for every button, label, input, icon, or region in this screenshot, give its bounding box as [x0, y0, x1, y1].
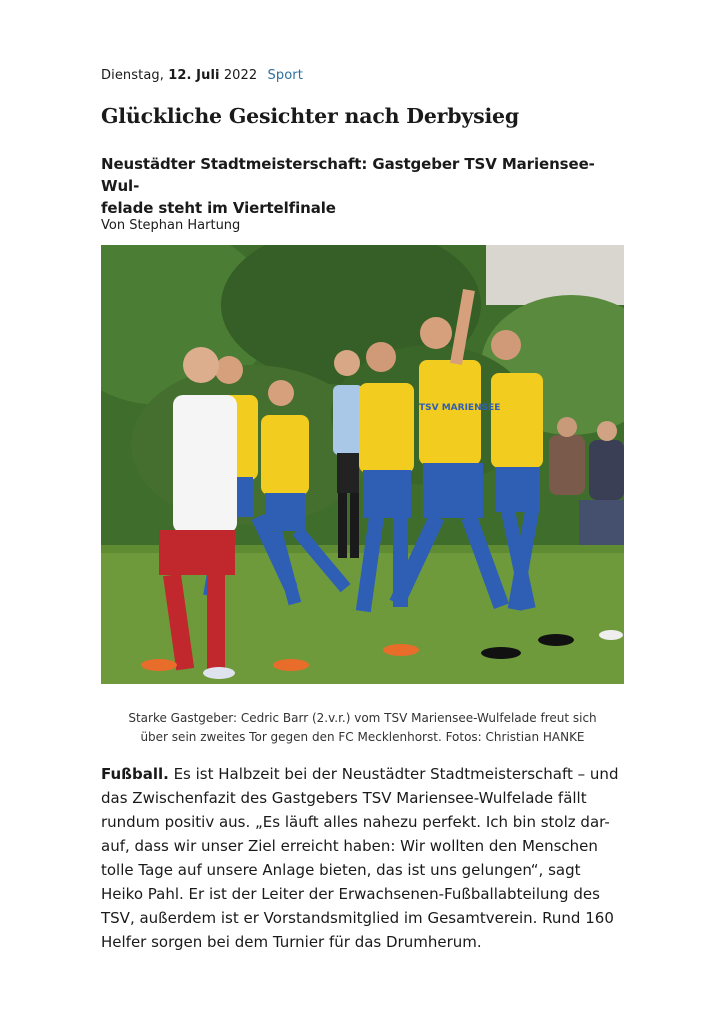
date: 12. Juli [168, 68, 220, 83]
body-line-6: Heiko Pahl. Er ist der Leiter der Erwachsenen-Fußballabteilung des [101, 885, 600, 903]
subheadline-line-1: Neustädter Stadtmeisterschaft: Gastgeber TSV Mariensee-Wul- [101, 155, 595, 195]
body-line-1-text: Es ist Halbzeit bei der Neustädter Stadtmeisterschaft – und [168, 765, 619, 783]
body-line-2: das Zwischenfazit des Gastgebers TSV Mariensee-Wulfelade fällt [101, 789, 587, 807]
weekday: Dienstag, [101, 68, 164, 83]
year: 2022 [223, 68, 258, 83]
jersey-text: TSV MARIENSEE [419, 403, 501, 413]
section-link[interactable]: Sport [267, 68, 303, 83]
body-line-8: Helfer sorgen bei dem Turnier für das Drumherum. [101, 933, 482, 951]
body-line-5: tolle Tage auf unsere Anlage bieten, das ist uns gelungen“, sagt [101, 861, 581, 879]
caption-line-2: über sein zweites Tor gegen den FC Mecklenhorst. Fotos: Christian HANKE [140, 730, 585, 744]
body-lead: Fußball. [101, 765, 169, 783]
headline: Glückliche Gesichter nach Derbysieg [101, 104, 520, 128]
photo-caption [81, 709, 644, 747]
caption-line-1: Starke Gastgeber: Cedric Barr (2.v.r.) vom TSV Mariensee-Wulfelade freut sich [128, 711, 597, 725]
football-celebration-illustration [101, 245, 624, 684]
byline: Von Stephan Hartung [101, 218, 241, 233]
body-line-3: rundum positiv aus. „Es läuft alles nahezu perfekt. Ich bin stolz dar- [101, 813, 610, 831]
body-line-4: auf, dass wir unser Ziel erreicht haben: Wir wollten den Menschen [101, 837, 598, 855]
article-body [101, 762, 624, 954]
body-line-7: TSV, außerdem ist er Vorstandsmitglied im Gesamtverein. Rund 160 [101, 909, 614, 927]
dateline [101, 68, 303, 83]
article-photo [101, 245, 624, 684]
body-line-1 [101, 762, 624, 786]
subheadline-line-2: felade steht im Viertelfinale [101, 199, 336, 217]
subheadline [101, 153, 624, 219]
